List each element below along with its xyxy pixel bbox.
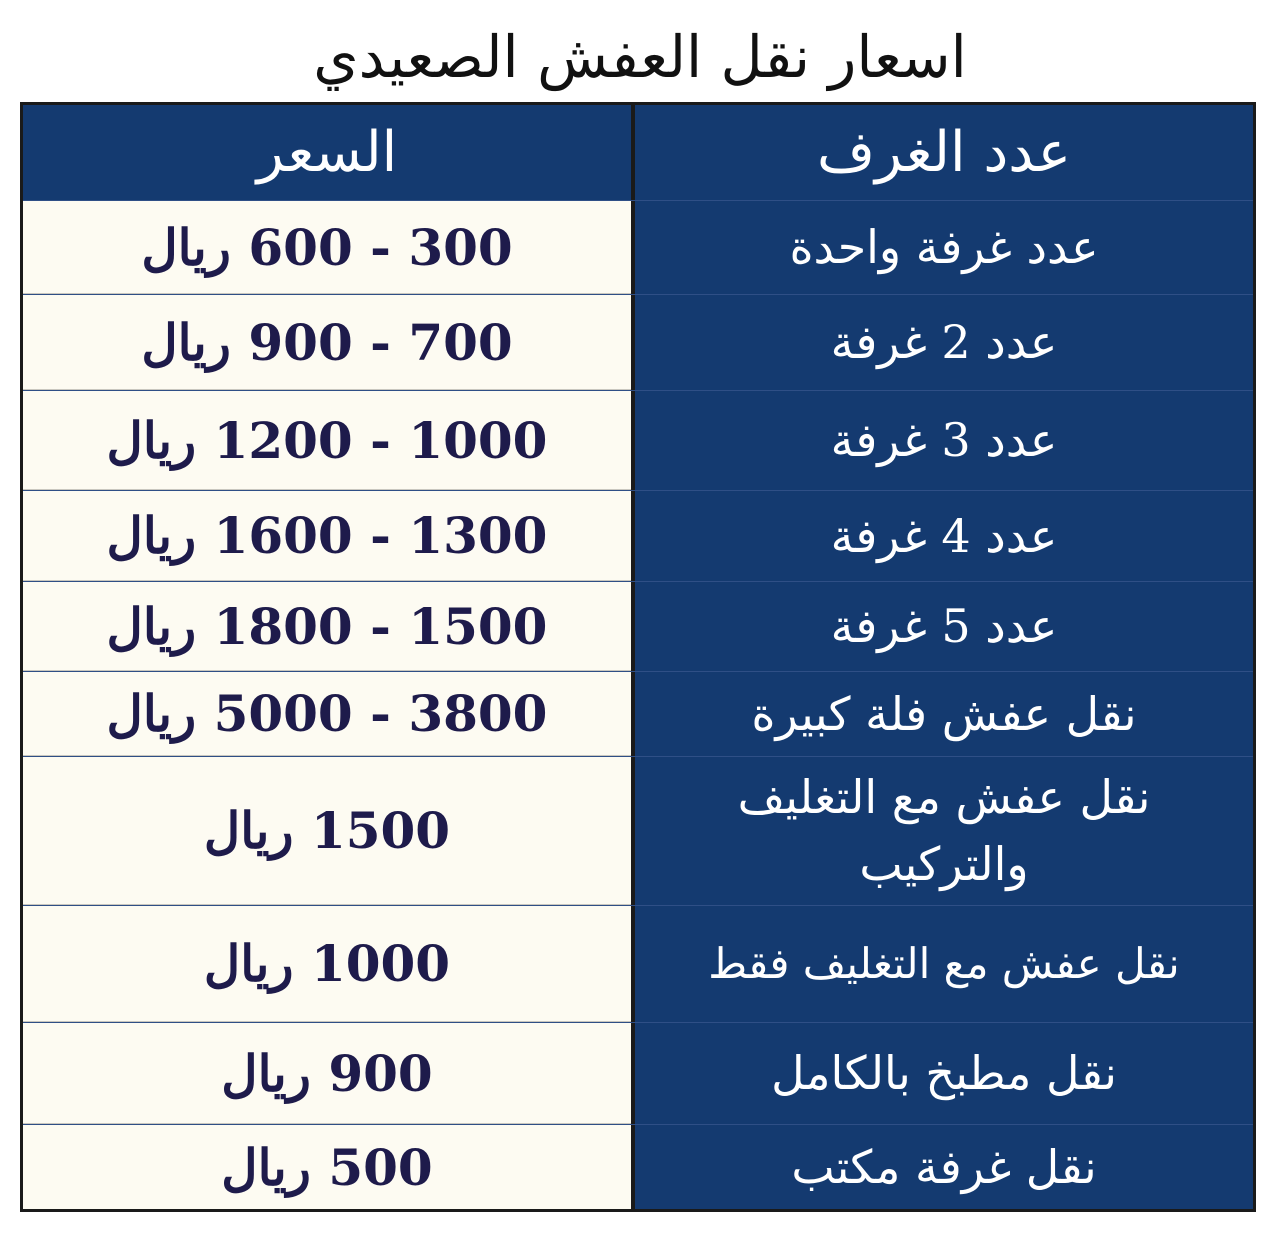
table-row <box>23 200 1253 294</box>
rooms-cell: عدد غرفة واحدة <box>635 201 1253 294</box>
price-cell: 900 ريال <box>23 1023 631 1124</box>
rooms-cell: عدد 2 غرفة <box>635 295 1253 390</box>
table-row <box>23 294 1253 390</box>
price-cell: 300 - 600 ريال <box>23 201 631 294</box>
price-cell: 1000 - 1200 ريال <box>23 391 631 490</box>
price-cell: 1500 ريال <box>23 757 631 905</box>
price-cell: 500 ريال <box>23 1125 631 1209</box>
page-title: اسعار نقل العفش الصعيدي <box>313 23 967 91</box>
price-cell: 1500 - 1800 ريال <box>23 582 631 671</box>
rooms-cell: نقل عفش مع التغليف والتركيب <box>635 757 1253 905</box>
price-cell: 700 - 900 ريال <box>23 295 631 390</box>
price-cell: 3800 - 5000 ريال <box>23 672 631 756</box>
price-cell: 1000 ريال <box>23 906 631 1022</box>
table-row <box>23 756 1253 905</box>
rooms-cell: نقل مطبخ بالكامل <box>635 1023 1253 1124</box>
table-row <box>23 390 1253 490</box>
rooms-cell: نقل غرفة مكتب <box>635 1125 1253 1209</box>
rooms-cell: عدد 5 غرفة <box>635 582 1253 671</box>
table-row <box>23 671 1253 756</box>
table-row <box>23 490 1253 581</box>
table-row <box>23 905 1253 1022</box>
rooms-cell: نقل عفش فلة كبيرة <box>635 672 1253 756</box>
header-rooms: عدد الغرف <box>635 105 1253 200</box>
header-price: السعر <box>23 105 631 200</box>
price-table <box>20 102 1256 1212</box>
table-header-row <box>23 105 1253 200</box>
price-cell: 1300 - 1600 ريال <box>23 491 631 581</box>
table-row <box>23 581 1253 671</box>
rooms-cell: نقل عفش مع التغليف فقط <box>635 906 1253 1022</box>
table-row <box>23 1124 1253 1209</box>
table-row <box>23 1022 1253 1124</box>
rooms-cell: عدد 4 غرفة <box>635 491 1253 581</box>
rooms-cell: عدد 3 غرفة <box>635 391 1253 490</box>
